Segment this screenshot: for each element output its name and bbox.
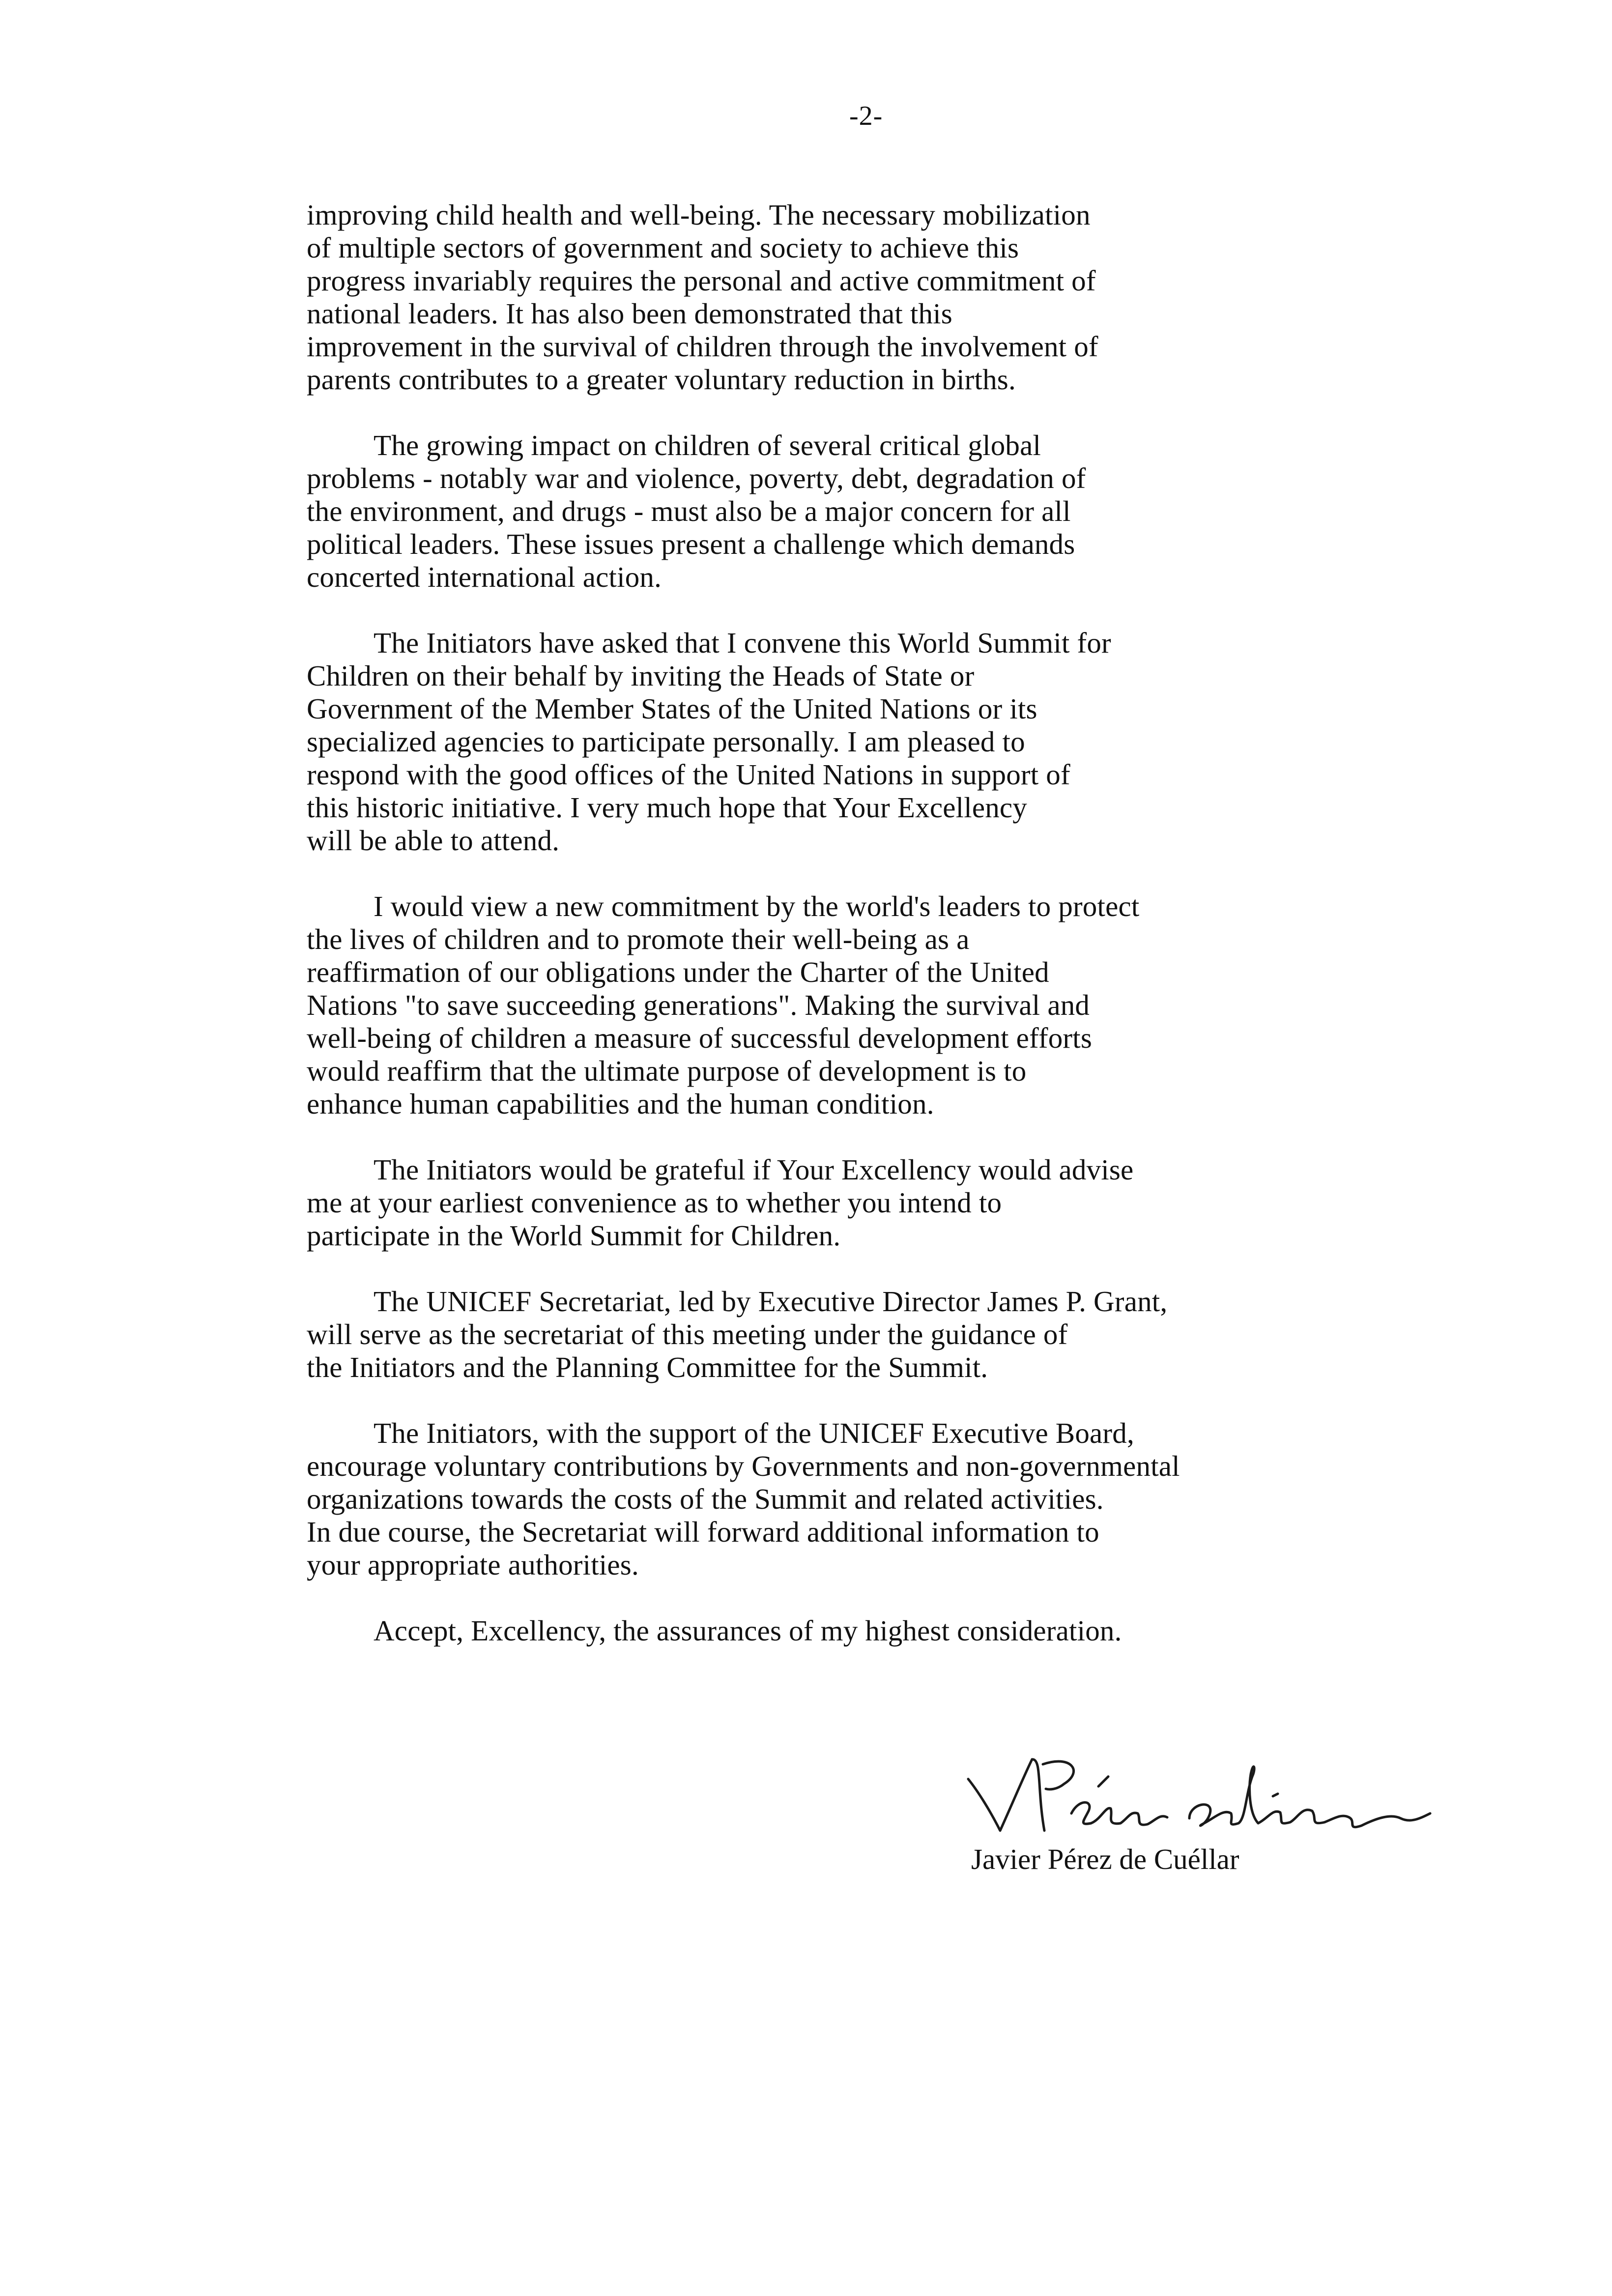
text-line: enhance human capabilities and the human condition.	[307, 1088, 934, 1120]
text-line: organizations towards the costs of the Summit and related activities.	[307, 1483, 1104, 1515]
text-line: parents contributes to a greater voluntary reduction in births.	[307, 363, 1016, 396]
text-line: me at your earliest convenience as to whether you intend to	[307, 1186, 1002, 1219]
paragraph-1	[307, 199, 1467, 396]
text-line: the environment, and drugs - must also be a major concern for all	[307, 495, 1071, 527]
text-line: Children on their behalf by inviting the Heads of State or	[307, 660, 975, 692]
paragraph-5	[307, 1153, 1467, 1252]
text-line: this historic initiative. I very much hope that Your Excellency	[307, 791, 1027, 824]
text-line: would reaffirm that the ultimate purpose of development is to	[307, 1055, 1027, 1087]
text-line: will serve as the secretariat of this meeting under the guidance of	[307, 1318, 1068, 1350]
text-line: participate in the World Summit for Children.	[307, 1219, 841, 1252]
paragraph-6	[307, 1285, 1467, 1384]
text-line	[307, 1417, 1467, 1450]
text-line: improvement in the survival of children through the involvement of	[307, 330, 1098, 363]
text-line: will be able to attend.	[307, 824, 560, 857]
paragraph-4	[307, 890, 1467, 1120]
text-line	[307, 890, 1467, 923]
text-line-content: The Initiators would be grateful if Your Excellency would advise	[374, 1153, 1134, 1186]
text-line	[307, 429, 1467, 462]
text-line: concerted international action.	[307, 561, 662, 593]
handwritten-signature	[958, 1745, 1440, 1843]
text-line-content: The growing impact on children of several critical global	[374, 429, 1041, 461]
text-line: problems - notably war and violence, poverty, debt, degradation of	[307, 462, 1086, 494]
text-line-content: The Initiators, with the support of the UNICEF Executive Board,	[374, 1417, 1134, 1449]
text-line: the Initiators and the Planning Committee for the Summit.	[307, 1351, 988, 1383]
text-line: national leaders. It has also been demonstrated that this	[307, 297, 952, 330]
text-line: well-being of children a measure of successful development efforts	[307, 1022, 1092, 1054]
text-line-content: The UNICEF Secretariat, led by Executive Director James P. Grant,	[374, 1285, 1168, 1318]
text-line	[307, 1614, 1467, 1647]
text-line	[307, 627, 1467, 660]
paragraph-7	[307, 1417, 1467, 1581]
paragraph-3	[307, 627, 1467, 857]
text-line	[307, 1285, 1467, 1318]
text-line: improving child health and well-being. The necessary mobilization	[307, 199, 1091, 231]
text-line-content: The Initiators have asked that I convene this World Summit for	[374, 627, 1111, 659]
text-line: your appropriate authorities.	[307, 1549, 639, 1581]
text-line-content: Accept, Excellency, the assurances of my highest consideration.	[374, 1614, 1122, 1647]
text-line: Government of the Member States of the United Nations or its	[307, 692, 1037, 725]
text-line: In due course, the Secretariat will forward additional information to	[307, 1516, 1099, 1548]
letter-body	[307, 199, 1467, 1680]
paragraph-closing	[307, 1614, 1467, 1647]
paragraph-2	[307, 429, 1467, 594]
text-line	[307, 1153, 1467, 1186]
text-line: progress invariably requires the personal and active commitment of	[307, 264, 1096, 297]
text-line: the lives of children and to promote their well-being as a	[307, 923, 970, 955]
text-line: specialized agencies to participate personally. I am pleased to	[307, 725, 1025, 758]
text-line: of multiple sectors of government and society to achieve this	[307, 231, 1019, 264]
text-line: encourage voluntary contributions by Governments and non-governmental	[307, 1450, 1180, 1482]
text-line: reaffirmation of our obligations under the Charter of the United	[307, 956, 1049, 988]
signer-name: Javier Pérez de Cuéllar	[971, 1843, 1239, 1875]
text-line: Nations "to save succeeding generations". Making the survival and	[307, 989, 1090, 1021]
text-line: political leaders. These issues present a challenge which demands	[307, 528, 1075, 560]
text-line-content: I would view a new commitment by the world's leaders to protect	[374, 890, 1140, 922]
text-line: respond with the good offices of the United Nations in support of	[307, 758, 1070, 791]
page-number: -2-	[849, 101, 883, 131]
